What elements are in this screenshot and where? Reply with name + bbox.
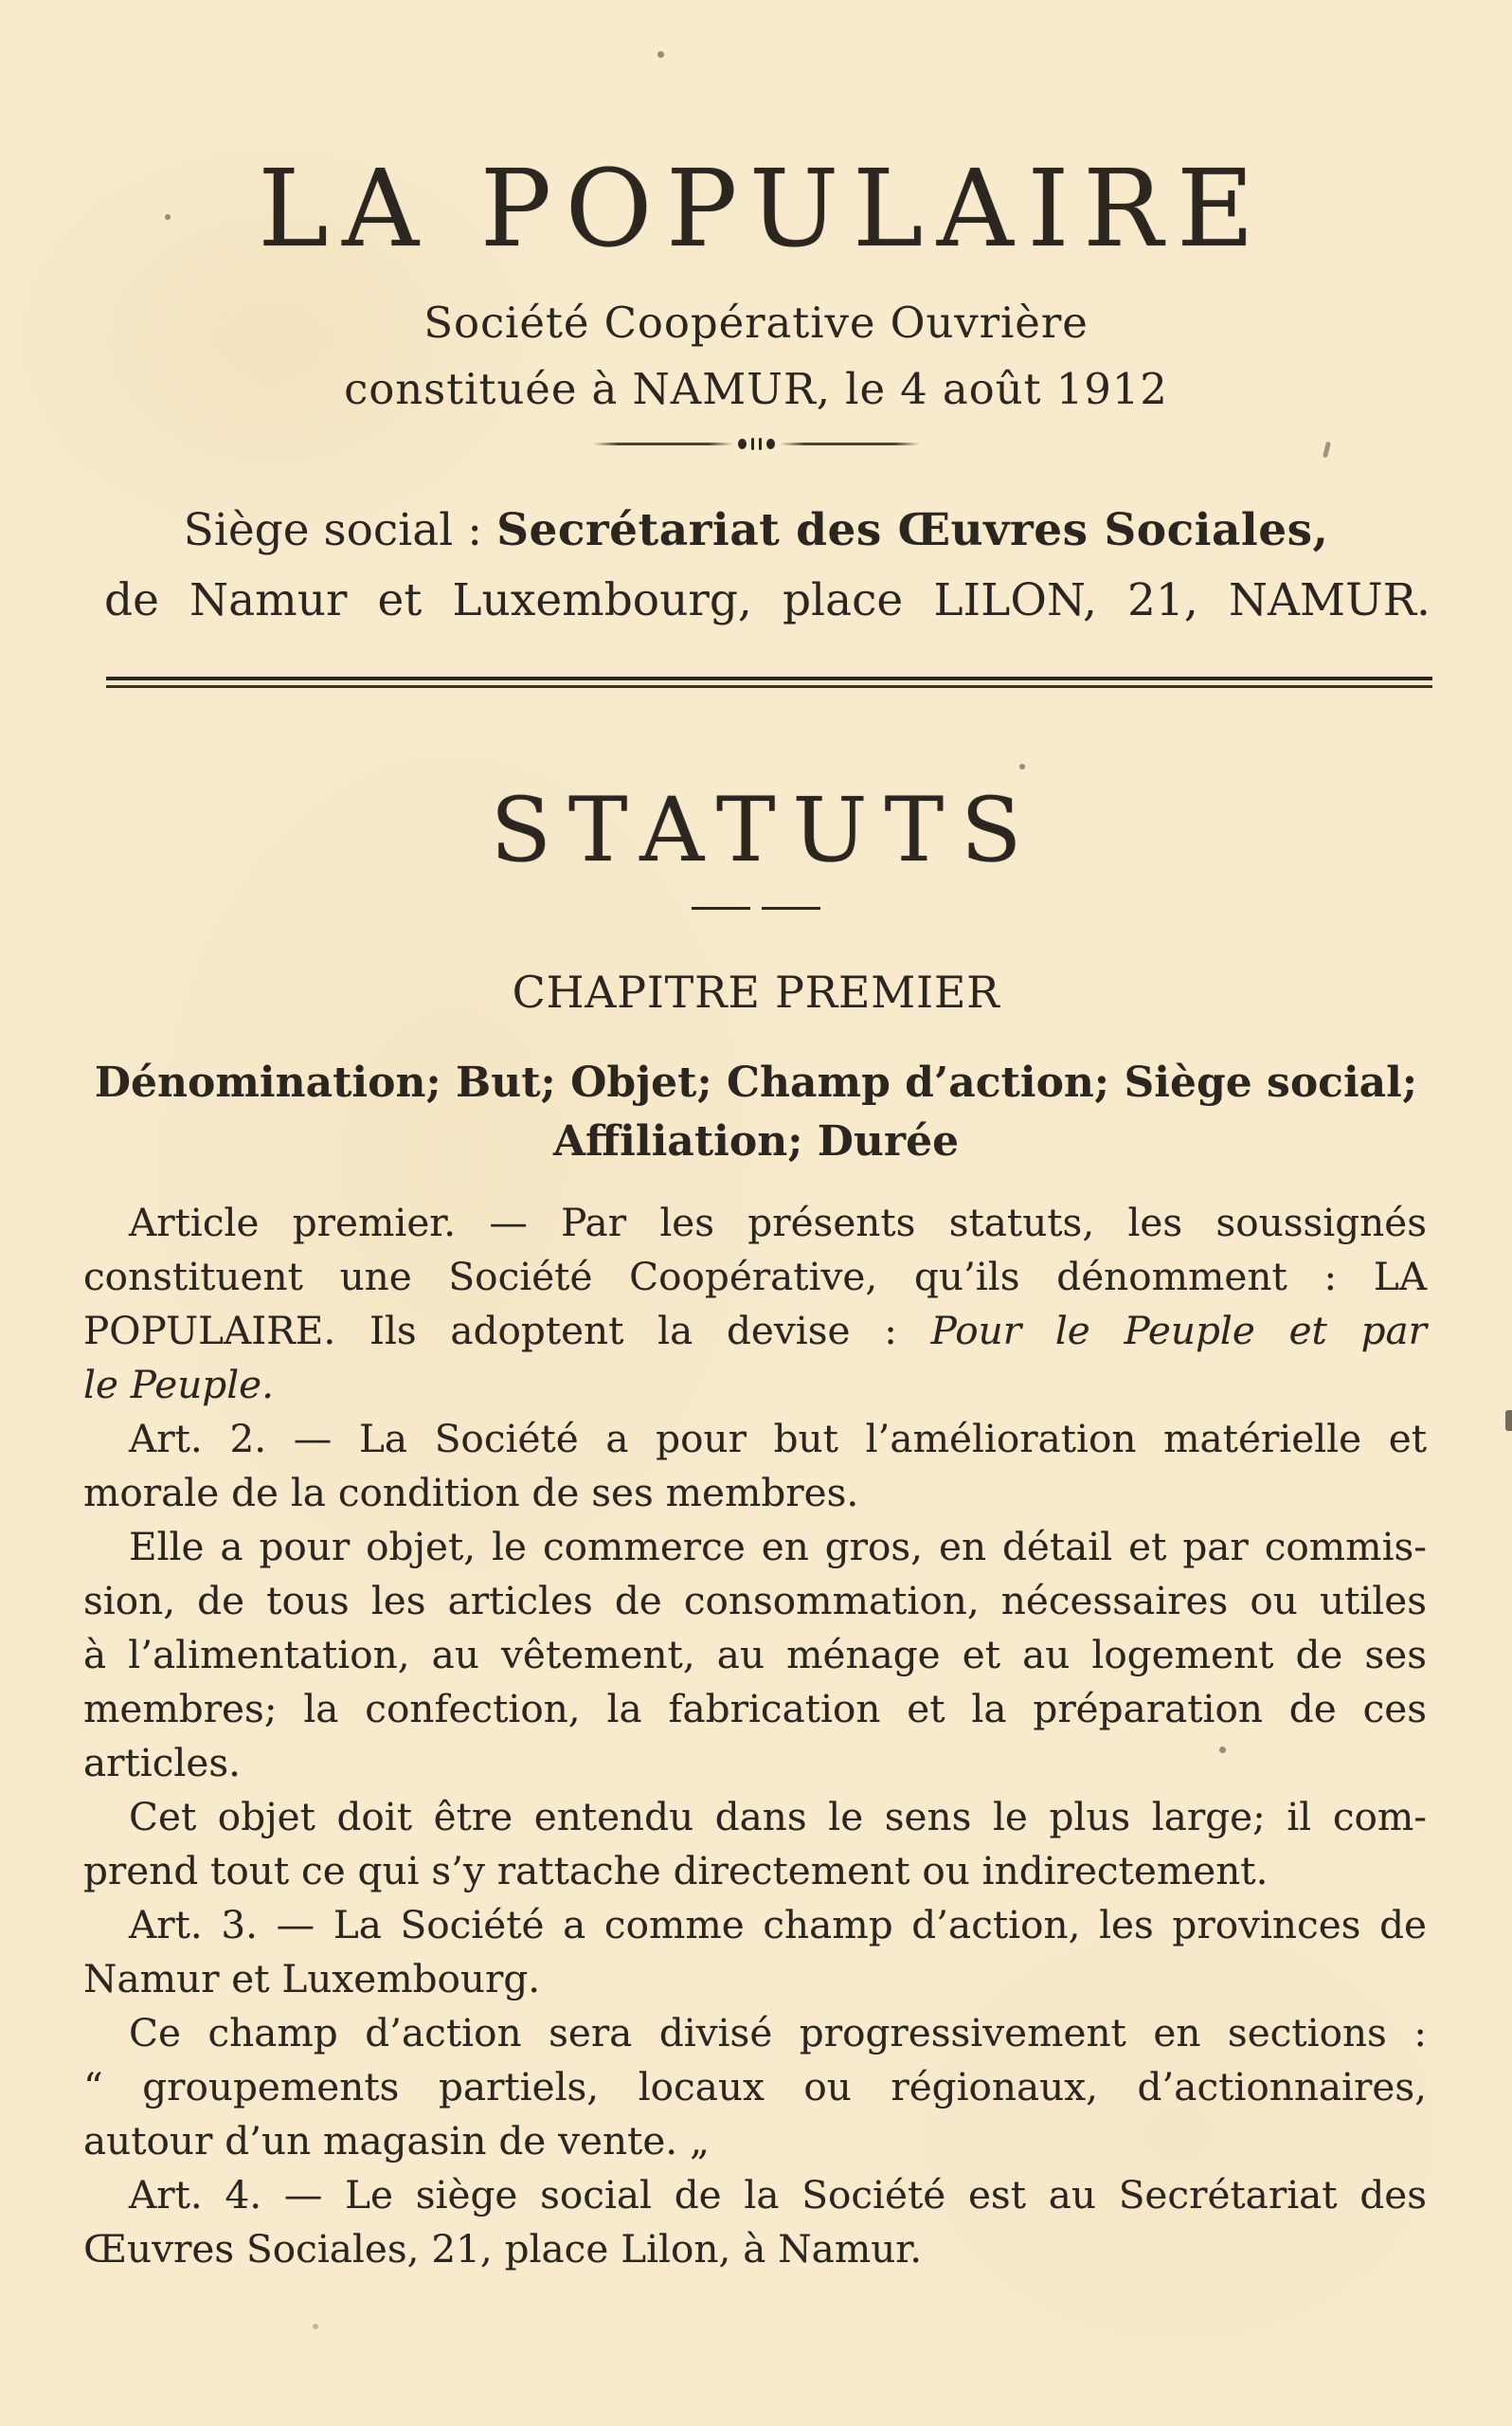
ornament-divider — [0, 438, 1512, 450]
scan-speck — [165, 214, 171, 220]
divider-dash — [692, 907, 750, 910]
body-line: Art. 3. — La Société a comme champ d’action, les provinces de — [129, 1902, 1427, 1947]
body-line: Elle a pour objet, le commerce en gros, en détail et par commis- — [129, 1524, 1427, 1569]
masthead-title: LA POPULAIRE — [258, 148, 1269, 271]
paragraph-article-4 — [83, 2168, 1427, 2276]
body-line: Namur et Luxembourg. — [83, 1956, 541, 2001]
devise-italic: Pour le Peuple et par — [930, 1308, 1427, 1353]
body-line: Art. 4. — Le siège social de la Société est au Secrétariat des — [129, 2172, 1427, 2218]
body-line: Ce champ d’action sera divisé progressivement en sections : — [129, 2010, 1427, 2055]
ornament-bar-icon — [759, 438, 762, 450]
masthead-subtitle-line1: Société Coopérative Ouvrière — [423, 298, 1089, 348]
body-line: sion, de tous les articles de consommation, nécessaires ou utiles — [83, 1578, 1427, 1623]
chapter-section-title — [0, 1054, 1512, 1171]
ornament-bar-icon — [751, 438, 754, 450]
paragraph-champ-daction — [83, 2006, 1427, 2168]
double-rule-divider — [106, 677, 1432, 688]
body-line: morale de la condition de ses membres. — [83, 1470, 859, 1515]
body-line: à l’alimentation, au vêtement, au ménage et au logement de ses — [83, 1632, 1427, 1677]
scan-speck — [313, 2324, 318, 2329]
paragraph-article-3 — [83, 1898, 1427, 2006]
siege-social-line2: de Namur et Luxembourg, place LILON, 21, NAMUR. — [104, 574, 1431, 626]
section-title-line1: Dénomination; But; Objet; Champ d’action; Siège social; — [94, 1059, 1418, 1107]
scan-speck — [657, 51, 664, 58]
statutes-body — [83, 1196, 1427, 2276]
body-line: Œuvres Sociales, 21, place Lilon, à Namur. — [83, 2226, 923, 2272]
paragraph-article-premier — [83, 1196, 1427, 1412]
body-line: Cet objet doit être entendu dans le sens le plus large; il com- — [129, 1794, 1427, 1839]
body-line: prend tout ce qui s’y rattache directement ou indirectement. — [83, 1848, 1269, 1893]
ornament-line-left — [593, 443, 733, 445]
scan-edge-mark — [1505, 1410, 1512, 1431]
body-line: autour d’un magasin de vente. „ — [83, 2118, 711, 2163]
siege-social-line1 — [0, 504, 1512, 556]
ornament-dot-icon — [738, 439, 747, 449]
divider-dash — [762, 907, 820, 910]
paragraph-objet-sens-large — [83, 1790, 1427, 1898]
body-line: “ groupements partiels, locaux ou régionaux, d’actionnaires, — [83, 2064, 1427, 2109]
section-title-line2: Affiliation; Durée — [552, 1117, 960, 1166]
scan-speck — [1219, 1747, 1226, 1753]
body-line: Art. 2. — La Société a pour but l’amélioration matérielle et — [129, 1416, 1427, 1461]
statuts-divider — [0, 907, 1512, 910]
body-line — [83, 1358, 1427, 1412]
siege-social-label: Siège social : — [183, 504, 497, 556]
body-line-segment: POPULAIRE. Ils adoptent la devise : — [83, 1308, 931, 1353]
paragraph-article-2 — [83, 1412, 1427, 1520]
body-line: articles. — [83, 1740, 241, 1785]
statuts-heading: STATUTS — [490, 779, 1039, 882]
body-line: membres; la confection, la fabrication et la préparation de ces — [83, 1686, 1427, 1731]
ornament-dot-icon — [766, 439, 775, 449]
ornament-line-right — [780, 443, 920, 445]
body-line — [83, 1304, 1427, 1358]
body-line: constituent une Société Coopérative, qu’ils dénomment : LA — [83, 1254, 1427, 1299]
chapitre-heading: CHAPITRE PREMIER — [512, 967, 1000, 1018]
masthead-subtitle-line2: constituée à NAMUR, le 4 août 1912 — [344, 364, 1168, 414]
devise-italic: le Peuple. — [83, 1362, 274, 1407]
siege-social-value: Secrétariat des Œuvres Sociales, — [496, 504, 1329, 556]
scan-speck — [1019, 764, 1025, 769]
body-line: Article premier. — Par les présents statuts, les soussignés — [129, 1200, 1427, 1245]
